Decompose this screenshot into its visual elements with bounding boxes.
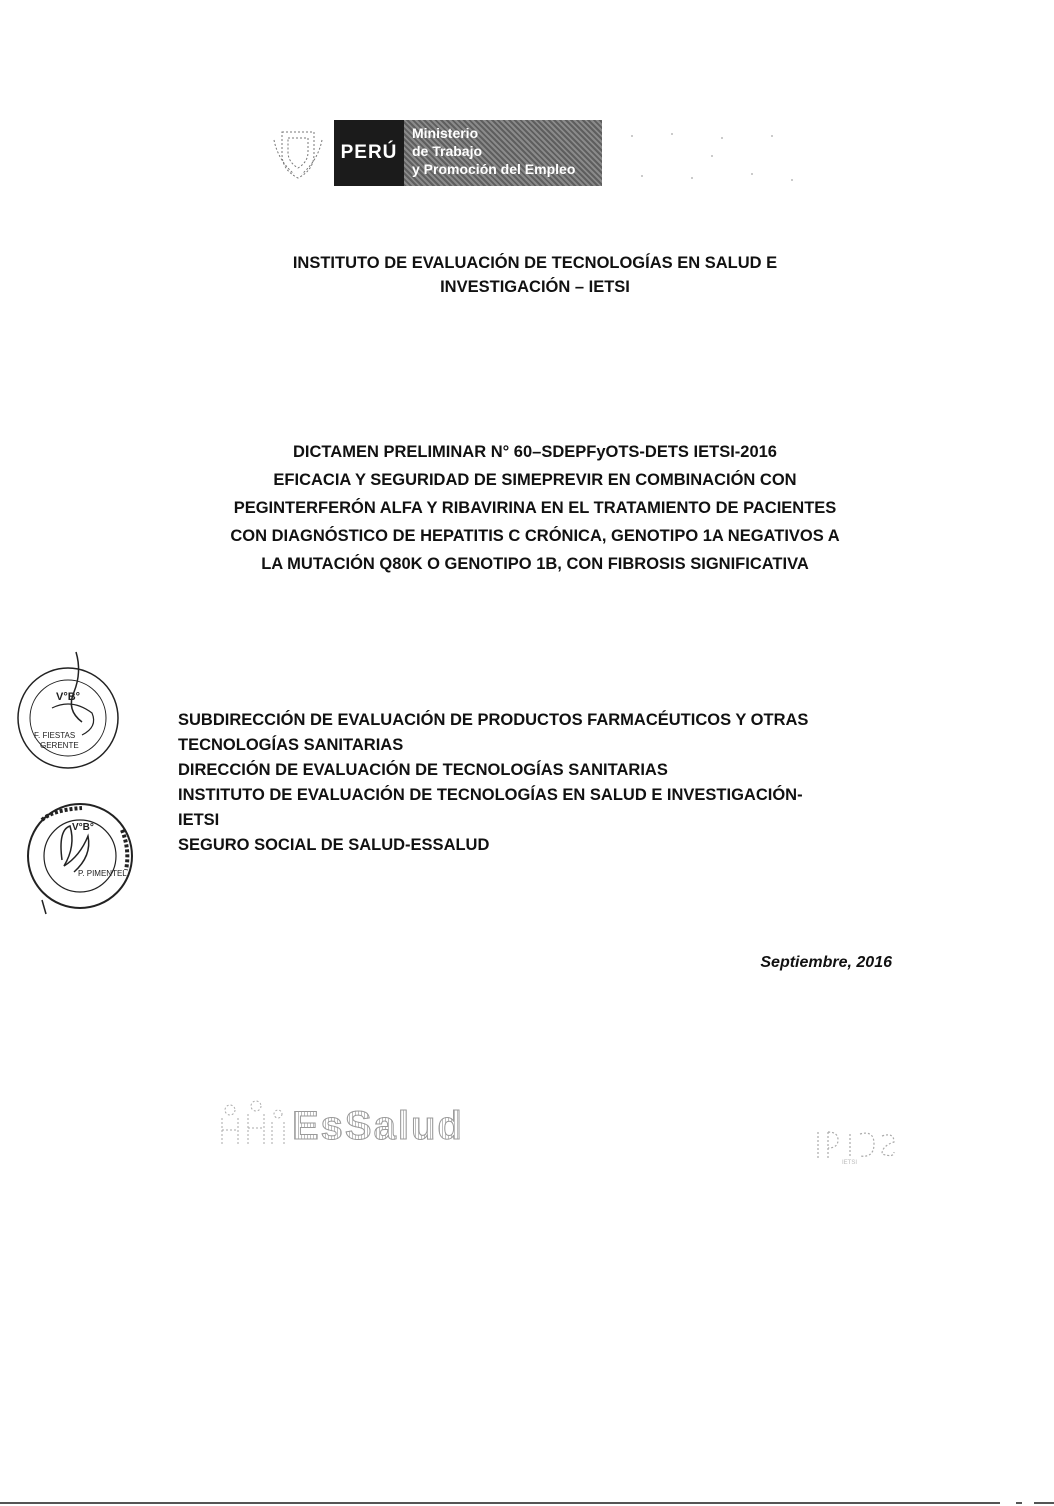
logo-speckle-decoration xyxy=(612,126,812,186)
stamp1-role: GERENTE xyxy=(40,741,79,750)
authoring-unit-line: INSTITUTO DE EVALUACIÓN DE TECNOLOGÍAS EN SALUD E INVESTIGACIÓN- xyxy=(178,786,803,804)
stamp1-name: F. FIESTAS xyxy=(34,731,76,740)
institute-title-line: INVESTIGACIÓN – IETSI xyxy=(440,278,630,296)
ietsi-logo-text: IETSI xyxy=(842,1160,858,1166)
scan-edge-line xyxy=(0,1502,1054,1504)
authoring-unit-line: SEGURO SOCIAL DE SALUD-ESSALUD xyxy=(178,836,490,854)
authoring-unit-line: IETSI xyxy=(178,811,220,829)
approval-stamp-pimentel xyxy=(22,800,140,916)
approval-stamp-fiestas xyxy=(12,648,124,776)
ministry-logo xyxy=(272,120,612,188)
dictamen-title xyxy=(180,438,890,578)
dictamen-line: EFICACIA Y SEGURIDAD DE SIMEPREVIR EN COMBINACIÓN CON xyxy=(273,471,797,489)
authoring-units xyxy=(178,708,898,858)
stamp2-vb: V°B° xyxy=(72,822,94,833)
essalud-logo-text: EsSalud xyxy=(292,1104,464,1148)
logo-peru-block: PERÚ xyxy=(334,120,404,186)
scan-edge-gap xyxy=(1000,1502,1016,1504)
dictamen-line: LA MUTACIÓN Q80K O GENOTIPO 1B, CON FIBROSIS SIGNIFICATIVA xyxy=(261,555,809,573)
ietsi-logo-icon xyxy=(812,1122,902,1166)
authoring-unit-line: SUBDIRECCIÓN DE EVALUACIÓN DE PRODUCTOS FARMACÉUTICOS Y OTRAS xyxy=(178,711,809,729)
coat-of-arms-icon xyxy=(272,126,324,182)
logo-ministry-block xyxy=(404,120,602,186)
stamp2-name: P. PIMENTEL xyxy=(78,869,127,878)
document-date: Septiembre, 2016 xyxy=(760,954,892,971)
logo-ministry-line: Ministerio xyxy=(412,125,479,141)
institute-title xyxy=(180,251,890,299)
dictamen-line: DICTAMEN PRELIMINAR N° 60–SDEPFyOTS-DETS IETSI-2016 xyxy=(293,443,777,461)
dictamen-line: CON DIAGNÓSTICO DE HEPATITIS C CRÓNICA, GENOTIPO 1A NEGATIVOS A xyxy=(230,527,840,545)
institute-title-line: INSTITUTO DE EVALUACIÓN DE TECNOLOGÍAS EN SALUD E xyxy=(292,254,778,272)
logo-ministry-line: y Promoción del Empleo xyxy=(412,161,576,177)
scan-edge-gap xyxy=(1022,1502,1034,1504)
authoring-unit-line: DIRECCIÓN DE EVALUACIÓN DE TECNOLOGÍAS SANITARIAS xyxy=(178,761,668,779)
authoring-unit-line: TECNOLOGÍAS SANITARIAS xyxy=(178,736,404,754)
logo-ministry-line: de Trabajo xyxy=(412,143,483,159)
dictamen-line: PEGINTERFERÓN ALFA Y RIBAVIRINA EN EL TRATAMIENTO DE PACIENTES xyxy=(233,499,837,517)
stamp1-vb: V°B° xyxy=(56,691,81,703)
